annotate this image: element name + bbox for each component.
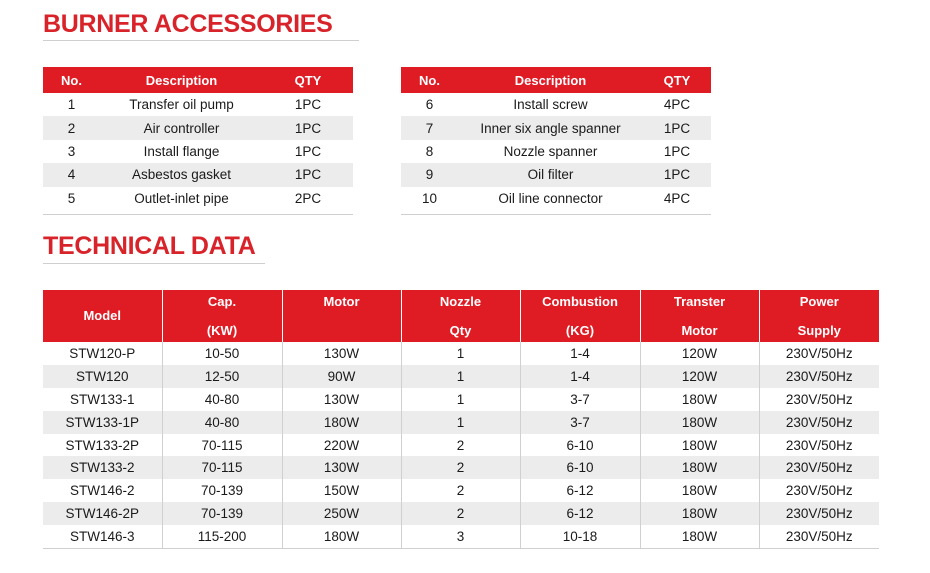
- table-row: [43, 479, 879, 502]
- cell-transter: 180W: [640, 434, 759, 457]
- table-row: [401, 116, 711, 139]
- header-transter: [640, 290, 759, 342]
- cell-combustion: 3-7: [520, 411, 640, 434]
- cell-combustion: 1-4: [520, 342, 640, 365]
- cell-motor: 180W: [282, 525, 401, 548]
- cell-cap: 70-115: [162, 434, 282, 457]
- table-row: [401, 140, 711, 163]
- cell-model: STW133-1P: [43, 411, 162, 434]
- cell-motor: 180W: [282, 411, 401, 434]
- cell-motor: 130W: [282, 388, 401, 411]
- cell-model: STW133-2P: [43, 434, 162, 457]
- cell-model: STW120: [43, 365, 162, 388]
- table-row: [43, 502, 879, 525]
- cell-description: Inner six angle spanner: [458, 116, 643, 139]
- cell-model: STW120-P: [43, 342, 162, 365]
- cell-qty: 1PC: [294, 143, 322, 159]
- table-row: [401, 93, 711, 116]
- accessories-table-right: [401, 67, 711, 210]
- header-qty: QTY: [263, 67, 353, 93]
- cell-combustion: 1-4: [520, 365, 640, 388]
- cell-combustion: 6-12: [520, 502, 640, 525]
- cell-cap: 70-115: [162, 456, 282, 479]
- header-combustion-line1: Combustion: [542, 294, 618, 309]
- cell-no: 9: [401, 163, 458, 186]
- cell-description: Nozzle spanner: [503, 143, 598, 159]
- table-row: [401, 163, 711, 186]
- cell-transter: 120W: [640, 342, 759, 365]
- cell-nozzle: 2: [401, 502, 520, 525]
- cell-model: STW133-2: [43, 456, 162, 479]
- cell-combustion: 3-7: [520, 388, 640, 411]
- cell-qty: 1PC: [643, 116, 711, 139]
- cell-qty: 4PC: [663, 97, 691, 113]
- header-transter-line1: Transter: [673, 294, 726, 309]
- header-description: Description: [100, 67, 263, 93]
- table-row: [43, 434, 879, 457]
- header-nozzle: [401, 290, 520, 342]
- cell-combustion: 6-12: [520, 479, 640, 502]
- header-motor-line1: Motor: [323, 294, 360, 309]
- cell-qty: 4PC: [663, 190, 691, 206]
- cell-power: 230V/50Hz: [785, 437, 853, 453]
- table-row: [43, 187, 353, 210]
- table-row: [43, 93, 353, 116]
- cell-combustion: 6-10: [520, 434, 640, 457]
- accessories-title: BURNER ACCESSORIES: [43, 10, 333, 38]
- cell-model: STW146-2P: [43, 502, 162, 525]
- cell-description: Air controller: [100, 116, 263, 139]
- cell-description: Install flange: [143, 143, 220, 159]
- cell-power: 230V/50Hz: [759, 502, 879, 525]
- cell-power: 230V/50Hz: [759, 365, 879, 388]
- table-row: [43, 116, 353, 139]
- cell-cap: 115-200: [162, 525, 282, 548]
- header-combustion: [520, 290, 640, 342]
- accessories-left-bottom-rule: [43, 214, 353, 215]
- cell-combustion: 10-18: [520, 525, 640, 548]
- cell-nozzle: 2: [401, 479, 520, 502]
- cell-power: 230V/50Hz: [785, 391, 853, 407]
- cell-qty: 1PC: [294, 97, 322, 113]
- header-no: No.: [401, 67, 458, 93]
- cell-motor: 150W: [282, 479, 401, 502]
- cell-nozzle: 1: [401, 388, 520, 411]
- header-qty: QTY: [643, 67, 711, 93]
- accessories-right-bottom-rule: [401, 214, 711, 215]
- cell-cap: 12-50: [162, 365, 282, 388]
- cell-qty: 1PC: [263, 116, 353, 139]
- accessories-header-row: [43, 67, 353, 93]
- cell-combustion: 6-10: [520, 456, 640, 479]
- cell-no: 8: [425, 143, 434, 159]
- cell-power: 230V/50Hz: [785, 483, 853, 499]
- header-power-line2: Supply: [797, 323, 841, 338]
- cell-description: Asbestos gasket: [100, 163, 263, 186]
- cell-no: 3: [67, 143, 76, 159]
- header-cap-line2: (KW): [206, 323, 238, 338]
- cell-qty: 1PC: [263, 163, 353, 186]
- header-transter-line2: Motor: [681, 323, 718, 338]
- cell-description: Oil filter: [458, 163, 643, 186]
- cell-model: STW133-1: [43, 388, 162, 411]
- cell-transter: 180W: [640, 456, 759, 479]
- cell-cap: 40-80: [162, 411, 282, 434]
- cell-description: Outlet-inlet pipe: [134, 190, 229, 206]
- header-combustion-line2: (KG): [565, 323, 595, 338]
- cell-qty: 1PC: [663, 143, 691, 159]
- cell-motor: 220W: [282, 434, 401, 457]
- table-row: [43, 163, 353, 186]
- header-nozzle-line2: Qty: [449, 323, 472, 338]
- table-row: [43, 388, 879, 411]
- header-cap: [162, 290, 282, 342]
- cell-motor: 130W: [282, 456, 401, 479]
- header-power: [759, 290, 879, 342]
- cell-motor: 90W: [282, 365, 401, 388]
- cell-description: Oil line connector: [498, 190, 603, 206]
- cell-nozzle: 1: [401, 342, 520, 365]
- table-row: [43, 342, 879, 365]
- cell-transter: 180W: [640, 502, 759, 525]
- table-row: [43, 456, 879, 479]
- cell-nozzle: 3: [401, 525, 520, 548]
- cell-no: 10: [421, 190, 438, 206]
- cell-model: STW146-2: [43, 479, 162, 502]
- table-row: [43, 525, 879, 548]
- table-row: [401, 187, 711, 210]
- header-cap-line1: Cap.: [207, 294, 237, 309]
- cell-transter: 180W: [640, 525, 759, 548]
- cell-nozzle: 1: [401, 411, 520, 434]
- cell-no: 2: [43, 116, 100, 139]
- technical-title-rule: [43, 263, 265, 264]
- technical-header-row: [43, 290, 879, 342]
- header-model: Model: [43, 290, 162, 342]
- technical-title: TECHNICAL DATA: [43, 232, 256, 260]
- cell-transter: 180W: [640, 479, 759, 502]
- cell-no: 4: [43, 163, 100, 186]
- cell-transter: 180W: [640, 411, 759, 434]
- cell-no: 1: [67, 97, 76, 113]
- cell-power: 230V/50Hz: [759, 525, 879, 548]
- cell-no: 6: [425, 97, 434, 113]
- accessories-title-rule: [43, 40, 359, 41]
- cell-power: 230V/50Hz: [759, 411, 879, 434]
- cell-description: Install screw: [513, 97, 588, 113]
- cell-nozzle: 2: [401, 434, 520, 457]
- table-row: [43, 411, 879, 434]
- header-no: No.: [43, 67, 100, 93]
- cell-nozzle: 1: [401, 365, 520, 388]
- header-power-line1: Power: [799, 294, 839, 309]
- cell-power: 230V/50Hz: [785, 345, 853, 361]
- cell-power: 230V/50Hz: [759, 456, 879, 479]
- cell-qty: 1PC: [643, 163, 711, 186]
- cell-motor: 130W: [282, 342, 401, 365]
- cell-transter: 120W: [640, 365, 759, 388]
- table-row: [43, 365, 879, 388]
- cell-cap: 70-139: [162, 479, 282, 502]
- accessories-table-left: [43, 67, 353, 210]
- cell-description: Transfer oil pump: [129, 97, 234, 113]
- cell-transter: 180W: [640, 388, 759, 411]
- cell-model: STW146-3: [43, 525, 162, 548]
- header-nozzle-line1: Nozzle: [439, 294, 482, 309]
- cell-nozzle: 2: [401, 456, 520, 479]
- technical-table: [43, 290, 879, 549]
- accessories-header-row: [401, 67, 711, 93]
- table-row: [43, 140, 353, 163]
- cell-motor: 250W: [282, 502, 401, 525]
- cell-no: 7: [401, 116, 458, 139]
- cell-no: 5: [67, 190, 76, 206]
- cell-cap: 10-50: [162, 342, 282, 365]
- header-description: Description: [458, 67, 643, 93]
- cell-cap: 40-80: [162, 388, 282, 411]
- header-motor: [282, 290, 401, 342]
- cell-qty: 2PC: [294, 190, 322, 206]
- cell-cap: 70-139: [162, 502, 282, 525]
